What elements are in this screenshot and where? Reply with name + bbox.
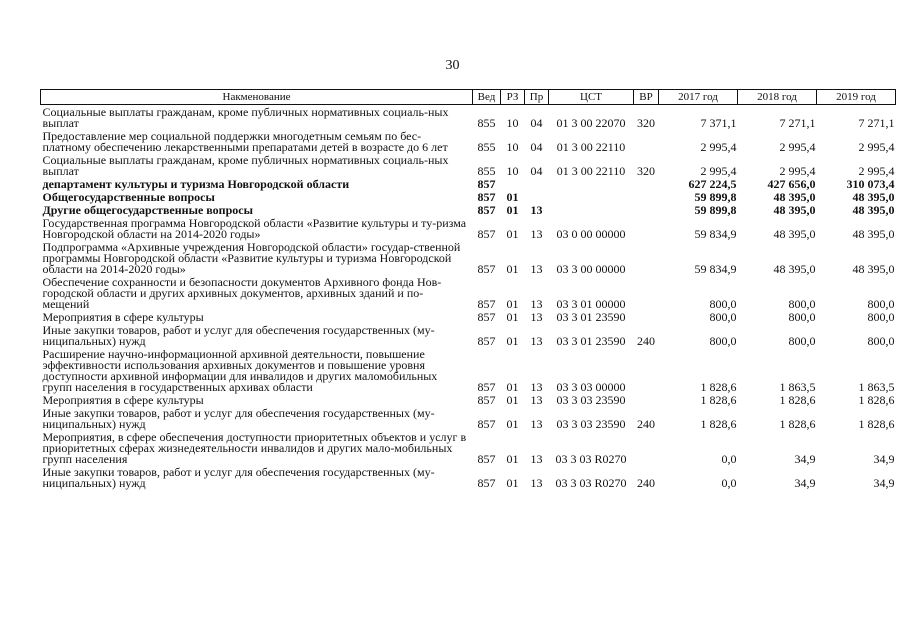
cell-2019: 48 395,0	[852, 190, 895, 204]
cell-name: Предоставление мер социальной поддержки многодетным семьям по бес-платному обеспечению лекарственными препаратами детей в возрасте до 6 лет	[42, 129, 448, 154]
cell-2018: 48 395,0	[773, 203, 816, 217]
cell-2018: 34,9	[794, 476, 816, 490]
cell-rz: 01	[506, 190, 519, 204]
cell-rz: 10	[506, 140, 519, 154]
cell-ved: 857	[477, 452, 496, 466]
cell-ved: 857	[477, 297, 496, 311]
cell-2018: 1 828,6	[779, 393, 816, 407]
cell-rz: 01	[506, 417, 519, 431]
cell-rz: 01	[506, 310, 519, 324]
cell-name: Мероприятия в сфере культуры	[42, 310, 204, 324]
cell-2019: 2 995,4	[858, 140, 895, 154]
cell-name: Расширение научно-информационной архивной деятельности, повышение эффективности использования архивных документов и повышение уровня доступности архивной информации для инвалидов и других маломобильных групп населения в государственных архивах области	[42, 347, 438, 394]
cell-vr	[634, 216, 659, 240]
cell-rz: 01	[506, 334, 519, 348]
cell-2017: 1 828,6	[700, 380, 737, 394]
table-row	[41, 430, 896, 465]
cell-2018: 2 995,4	[779, 164, 816, 178]
cell-rz: 01	[506, 227, 519, 241]
cell-ved: 857	[477, 310, 496, 324]
cell-vr	[634, 190, 659, 203]
cell-rz: 10	[506, 164, 519, 178]
table-row	[41, 216, 896, 240]
cell-rz: 01	[506, 393, 519, 407]
cell-ved: 857	[477, 417, 496, 431]
cell-2017: 2 995,4	[700, 140, 737, 154]
table-row	[41, 177, 896, 190]
cell-ved: 857	[477, 380, 496, 394]
cell-vr	[634, 430, 659, 465]
cell-2019: 34,9	[873, 452, 895, 466]
cell-vr: 240	[637, 476, 655, 490]
cell-2017: 59 834,9	[694, 227, 737, 241]
cell-rz	[501, 177, 525, 190]
cell-vr	[634, 240, 659, 275]
header-cst: ЦСТ	[549, 90, 634, 105]
table-row	[41, 203, 896, 216]
table-row	[41, 323, 896, 347]
table-row	[41, 105, 896, 130]
cell-2018: 7 271,1	[779, 116, 816, 130]
cell-rz: 01	[506, 452, 519, 466]
cell-2018: 2 995,4	[779, 140, 816, 154]
cell-2018: 34,9	[794, 452, 816, 466]
cell-2018: 48 395,0	[773, 227, 816, 241]
header-vr: ВР	[634, 90, 659, 105]
cell-name: Иные закупки товаров, работ и услуг для обеспечения государственных (му-ниципальных) нужд	[42, 323, 435, 348]
cell-2019: 1 828,6	[858, 393, 895, 407]
cell-2019: 48 395,0	[852, 227, 895, 241]
cell-2018: 1 863,5	[779, 380, 816, 394]
cell-cst: 03 3 01 23590	[556, 310, 626, 324]
cell-2019: 34,9	[873, 476, 895, 490]
cell-2017: 59 899,8	[694, 190, 737, 204]
cell-pr: 04	[530, 164, 543, 178]
cell-name: Социальные выплаты гражданам, кроме публичных нормативных социаль-ных выплат	[42, 105, 449, 130]
cell-2017: 0,0	[721, 476, 737, 490]
cell-pr: 13	[530, 476, 543, 490]
cell-name: Мероприятия в сфере культуры	[42, 393, 204, 407]
table-row	[41, 275, 896, 310]
cell-cst: 01 3 00 22110	[556, 164, 626, 178]
cell-name: департамент культуры и туризма Новгородской области	[42, 177, 350, 191]
cell-ved: 857	[477, 190, 496, 204]
cell-pr: 13	[530, 227, 543, 241]
cell-rz: 01	[506, 262, 519, 276]
cell-ved: 855	[477, 140, 496, 154]
cell-vr	[634, 203, 659, 216]
cell-2019: 310 073,4	[846, 177, 895, 191]
cell-rz: 01	[506, 297, 519, 311]
table-row	[41, 393, 896, 406]
cell-ved: 855	[477, 116, 496, 130]
cell-ved: 857	[477, 476, 496, 490]
cell-rz: 01	[506, 203, 519, 217]
cell-name: Иные закупки товаров, работ и услуг для обеспечения государственных (му-ниципальных) нужд	[42, 465, 435, 490]
cell-2019: 1 828,6	[858, 417, 895, 431]
cell-2017: 0,0	[721, 452, 737, 466]
cell-cst: 03 0 00 00000	[556, 227, 626, 241]
cell-vr	[634, 275, 659, 310]
header-2018: 2018 год	[738, 90, 817, 105]
cell-ved: 855	[477, 164, 496, 178]
cell-cst: 03 3 00 00000	[556, 262, 626, 276]
cell-2018: 427 656,0	[767, 177, 816, 191]
cell-name: Общегосударственные вопросы	[42, 190, 215, 204]
table-row	[41, 406, 896, 430]
cell-2018: 1 828,6	[779, 417, 816, 431]
cell-name: Другие общегосударственные вопросы	[42, 203, 253, 217]
cell-ved: 857	[477, 334, 496, 348]
cell-pr: 13	[530, 380, 543, 394]
cell-2019: 2 995,4	[858, 164, 895, 178]
cell-2018: 800,0	[788, 334, 816, 348]
cell-name: Подпрограмма «Архивные учреждения Новгородской области» государ-ственной программы Новгородской области «Развитие культуры и туризма Новгородской области на 2014-2020 годы»	[42, 240, 461, 276]
cell-pr: 13	[530, 203, 543, 217]
cell-pr: 04	[530, 140, 543, 154]
cell-pr: 13	[530, 262, 543, 276]
cell-2019: 800,0	[867, 334, 895, 348]
cell-cst: 03 3 03 23590	[556, 393, 626, 407]
cell-2017: 800,0	[709, 334, 737, 348]
cell-2017: 800,0	[709, 310, 737, 324]
cell-2017: 7 371,1	[700, 116, 737, 130]
cell-rz: 01	[506, 476, 519, 490]
cell-2017: 800,0	[709, 297, 737, 311]
cell-cst: 01 3 00 22110	[556, 140, 626, 154]
table-row	[41, 347, 896, 393]
cell-cst: 03 3 01 23590	[556, 334, 626, 348]
cell-pr: 13	[530, 417, 543, 431]
cell-2017: 1 828,6	[700, 393, 737, 407]
cell-ved: 857	[477, 177, 496, 191]
cell-vr	[634, 347, 659, 393]
cell-2018: 800,0	[788, 297, 816, 311]
budget-table	[40, 89, 896, 489]
cell-ved: 857	[477, 203, 496, 217]
cell-ved: 857	[477, 262, 496, 276]
cell-rz: 10	[506, 116, 519, 130]
cell-2017: 2 995,4	[700, 164, 737, 178]
cell-2019: 800,0	[867, 310, 895, 324]
table-row	[41, 310, 896, 323]
cell-2019: 1 863,5	[858, 380, 895, 394]
cell-pr: 13	[530, 310, 543, 324]
cell-cst: 03 3 03 R0270	[555, 452, 627, 466]
cell-2017: 627 224,5	[688, 177, 737, 191]
cell-name: Обеспечение сохранности и безопасности документов Архивного фонда Нов-городской области и других архивных документов, архивных зданий и по-мещений	[42, 275, 442, 311]
cell-cst: 03 3 01 00000	[556, 297, 626, 311]
cell-ved: 857	[477, 227, 496, 241]
cell-2018: 48 395,0	[773, 190, 816, 204]
cell-pr: 13	[530, 393, 543, 407]
cell-name: Иные закупки товаров, работ и услуг для обеспечения государственных (му-ниципальных) нужд	[42, 406, 435, 431]
cell-pr: 13	[530, 297, 543, 311]
cell-2018: 48 395,0	[773, 262, 816, 276]
cell-name: Мероприятия, в сфере обеспечения доступности приоритетных объектов и услуг в приоритетных сферах жизнедеятельности инвалидов и других мало-мобильных групп населения	[42, 430, 467, 466]
cell-cst: 03 3 03 R0270	[555, 476, 627, 490]
cell-rz: 01	[506, 380, 519, 394]
cell-vr	[634, 129, 659, 153]
page-number: 30	[445, 58, 460, 73]
table-row	[41, 153, 896, 177]
cell-2019: 48 395,0	[852, 262, 895, 276]
cell-vr	[634, 393, 659, 406]
header-rz: РЗ	[501, 90, 525, 105]
cell-2019: 800,0	[867, 297, 895, 311]
cell-vr	[634, 310, 659, 323]
cell-cst	[549, 190, 634, 203]
cell-cst	[549, 177, 634, 190]
header-row	[41, 90, 896, 105]
table-row	[41, 190, 896, 203]
cell-2017: 1 828,6	[700, 417, 737, 431]
cell-pr: 13	[530, 452, 543, 466]
cell-2019: 48 395,0	[852, 203, 895, 217]
cell-vr	[634, 177, 659, 190]
cell-vr: 320	[637, 164, 655, 178]
table-row	[41, 465, 896, 489]
cell-pr: 13	[530, 334, 543, 348]
header-2017: 2017 год	[659, 90, 738, 105]
cell-ved: 857	[477, 393, 496, 407]
cell-2017: 59 834,9	[694, 262, 737, 276]
cell-name: Государственная программа Новгородской области «Развитие культуры и ту-ризма Новгородской области на 2014-2020 годы»	[42, 216, 467, 241]
cell-2017: 59 899,8	[694, 203, 737, 217]
cell-pr: 04	[530, 116, 543, 130]
table-row	[41, 129, 896, 153]
cell-name: Социальные выплаты гражданам, кроме публичных нормативных социаль-ных выплат	[42, 153, 449, 178]
cell-pr	[525, 177, 549, 190]
cell-vr: 240	[637, 417, 655, 431]
header-ved: Вед	[473, 90, 501, 105]
cell-cst: 03 3 03 00000	[556, 380, 626, 394]
cell-cst: 01 3 00 22070	[556, 116, 626, 130]
header-2019: 2019 год	[817, 90, 896, 105]
cell-vr: 240	[637, 334, 655, 348]
cell-pr	[525, 190, 549, 203]
cell-cst	[549, 203, 634, 216]
header-pr: Пр	[525, 90, 549, 105]
cell-2019: 7 271,1	[858, 116, 895, 130]
header-name: Накменование	[41, 90, 473, 105]
cell-vr: 320	[637, 116, 655, 130]
table-row	[41, 240, 896, 275]
cell-cst: 03 3 03 23590	[556, 417, 626, 431]
cell-2018: 800,0	[788, 310, 816, 324]
